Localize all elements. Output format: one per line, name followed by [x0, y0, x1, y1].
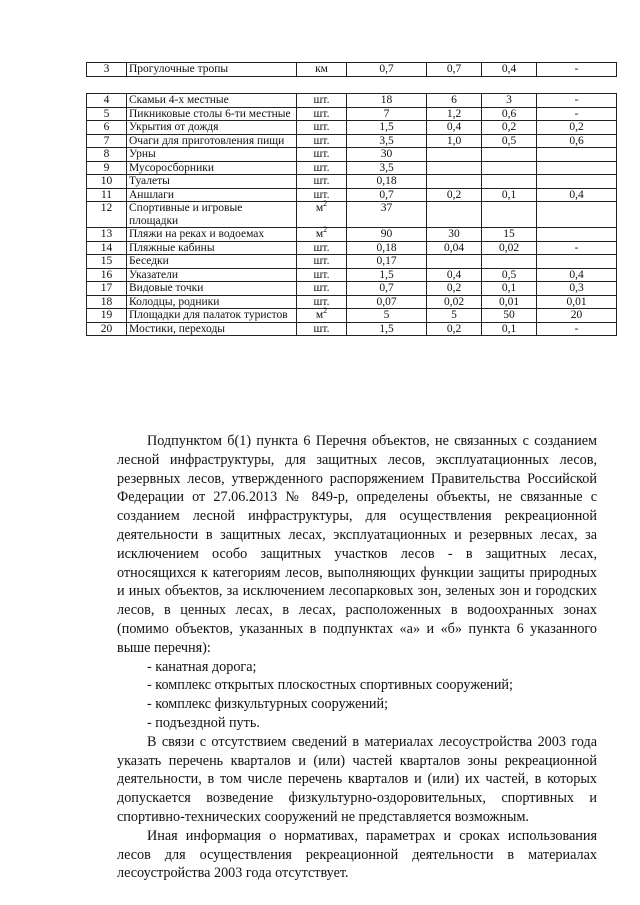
row-name: Пикниковые столы 6-ти местные: [127, 107, 297, 121]
body-text: [117, 432, 597, 883]
table-continuation-top: [86, 62, 617, 77]
table-row: [87, 268, 617, 282]
table-row: [87, 63, 617, 77]
row-number: 13: [87, 228, 127, 242]
row-value-2: [427, 148, 482, 162]
row-value-3: 3: [482, 94, 537, 108]
row-number: 8: [87, 148, 127, 162]
row-value-1: 0,18: [347, 241, 427, 255]
row-number: 4: [87, 94, 127, 108]
row-number: 19: [87, 309, 127, 323]
row-value-3: 0,5: [482, 268, 537, 282]
row-name: Пляжи на реках и водоемах: [127, 228, 297, 242]
row-value-2: 0,02: [427, 295, 482, 309]
row-unit: шт.: [297, 268, 347, 282]
row-name: Колодцы, родники: [127, 295, 297, 309]
row-value-3: 15: [482, 228, 537, 242]
row-number: 9: [87, 161, 127, 175]
list-item: - канатная дорога;: [147, 658, 257, 675]
table-row: [87, 228, 617, 242]
table-row: [87, 134, 617, 148]
row-unit: шт.: [297, 188, 347, 202]
row-value-2: 0,2: [427, 322, 482, 336]
row-value-4: -: [537, 241, 617, 255]
row-unit: шт.: [297, 161, 347, 175]
row-unit: шт.: [297, 295, 347, 309]
row-name: Видовые точки: [127, 282, 297, 296]
row-name: Урны: [127, 148, 297, 162]
row-unit: шт.: [297, 107, 347, 121]
row-number: 3: [87, 63, 127, 77]
row-value-4: -: [537, 63, 617, 77]
table-row: [87, 94, 617, 108]
row-number: 14: [87, 241, 127, 255]
row-value-2: 0,7: [427, 63, 482, 77]
row-value-3: 0,4: [482, 63, 537, 77]
row-number: 10: [87, 175, 127, 189]
row-value-1: 0,7: [347, 282, 427, 296]
table-recreation-objects: [86, 93, 617, 336]
row-value-4: 20: [537, 309, 617, 323]
row-number: 20: [87, 322, 127, 336]
row-unit: $м^2$: [297, 309, 347, 323]
row-value-2: 0,4: [427, 121, 482, 135]
table-row: [87, 241, 617, 255]
row-value-4: 0,4: [537, 268, 617, 282]
row-name: Укрытия от дождя: [127, 121, 297, 135]
row-unit: шт.: [297, 241, 347, 255]
row-name: Мостики, переходы: [127, 322, 297, 336]
paragraph-subclause: Подпунктом б(1) пункта 6 Перечня объектов, не связанных с созданием лесной инфраструктуры, для защитных лесов, эксплуатационных лесов, резервных лесов, утвержденного распоряжением Правительства Российской Федерации от 27.06.2013 № 849-р, определены объекты, не связанные с созданием лесной инфраструктуры, для осуществления рекреационной деятельности в защитных лесах, эксплуатационных и резервных лесах, за исключением особо защитных участков лесов - в защитных лесах, относящихся к категориям лесов, выполняющих функции защиты природных и иных объектов, за исключением лесопарковых зон, зеленых зон и городских лесов, в ценных лесах, в лесах, расположенных в водоохранных зонах (помимо объектов, указанных в подпунктах «а» и «б» пункта 6 указанного выше перечня):: [117, 433, 597, 656]
row-value-1: 90: [347, 228, 427, 242]
row-number: 5: [87, 107, 127, 121]
row-value-2: 0,2: [427, 282, 482, 296]
table-row: [87, 148, 617, 162]
row-value-1: 30: [347, 148, 427, 162]
row-number: 11: [87, 188, 127, 202]
row-unit: шт.: [297, 94, 347, 108]
row-value-1: 0,17: [347, 255, 427, 269]
row-name: Мусоросборники: [127, 161, 297, 175]
row-value-1: 1,5: [347, 322, 427, 336]
row-value-4: 0,6: [537, 134, 617, 148]
row-name: Туалеты: [127, 175, 297, 189]
row-unit: шт.: [297, 322, 347, 336]
row-value-3: [482, 255, 537, 269]
row-value-1: 5: [347, 309, 427, 323]
row-value-3: 0,01: [482, 295, 537, 309]
row-value-2: [427, 255, 482, 269]
row-value-2: [427, 175, 482, 189]
row-value-1: 7: [347, 107, 427, 121]
row-value-4: -: [537, 107, 617, 121]
row-value-4: 0,2: [537, 121, 617, 135]
row-unit: $м^2$: [297, 202, 347, 228]
row-value-2: 0,4: [427, 268, 482, 282]
list-item: - подъездной путь.: [147, 714, 260, 731]
row-value-2: [427, 202, 482, 228]
row-value-4: [537, 148, 617, 162]
row-value-3: 50: [482, 309, 537, 323]
row-name: Площадки для палаток туристов: [127, 309, 297, 323]
row-number: 18: [87, 295, 127, 309]
objects-list: [117, 658, 597, 733]
row-value-1: 1,5: [347, 121, 427, 135]
row-name: Беседки: [127, 255, 297, 269]
row-number: 6: [87, 121, 127, 135]
row-value-2: 0,04: [427, 241, 482, 255]
row-unit: $м^2$: [297, 228, 347, 242]
row-value-1: 3,5: [347, 161, 427, 175]
row-value-3: 0,02: [482, 241, 537, 255]
row-value-2: [427, 161, 482, 175]
row-value-1: 0,07: [347, 295, 427, 309]
row-value-3: 0,2: [482, 121, 537, 135]
row-unit: шт.: [297, 134, 347, 148]
row-value-4: [537, 202, 617, 228]
row-value-4: 0,4: [537, 188, 617, 202]
row-unit: шт.: [297, 148, 347, 162]
row-value-3: 0,1: [482, 282, 537, 296]
row-value-3: [482, 148, 537, 162]
table-row: [87, 322, 617, 336]
row-name: Аншлаги: [127, 188, 297, 202]
row-value-4: -: [537, 94, 617, 108]
row-value-4: -: [537, 322, 617, 336]
row-value-2: 1,2: [427, 107, 482, 121]
row-value-1: 1,5: [347, 268, 427, 282]
list-item: - комплекс физкультурных сооружений;: [147, 696, 389, 713]
list-item: - комплекс открытых плоскостных спортивных сооружений;: [147, 677, 513, 694]
row-value-1: 0,18: [347, 175, 427, 189]
table-row: [87, 175, 617, 189]
row-unit: шт.: [297, 121, 347, 135]
row-value-2: 0,2: [427, 188, 482, 202]
row-value-3: [482, 202, 537, 228]
table-row: [87, 309, 617, 323]
table-row: [87, 202, 617, 228]
row-value-4: [537, 161, 617, 175]
row-value-2: 6: [427, 94, 482, 108]
row-value-4: 0,01: [537, 295, 617, 309]
row-value-4: [537, 255, 617, 269]
row-value-3: [482, 175, 537, 189]
paragraph-other-info: Иная информация о нормативах, параметрах и сроках использования лесов для осуществления рекреационной деятельности в материалах лесоустройства 2003 года отсутствует.: [117, 827, 597, 882]
row-value-4: [537, 175, 617, 189]
row-name: Очаги для приготовления пищи: [127, 134, 297, 148]
row-value-2: 30: [427, 228, 482, 242]
row-name: Указатели: [127, 268, 297, 282]
row-value-3: 0,6: [482, 107, 537, 121]
table-row: [87, 107, 617, 121]
row-name: Прогулочные тропы: [127, 63, 297, 77]
paragraph-no-data: В связи с отсутствием сведений в материалах лесоустройства 2003 года указать перечень кварталов и (или) частей кварталов зоны рекреационной деятельности, в том числе перечень кварталов и (или) их частей, в которых допускается возведение физкультурно-оздоровительных, спортивных и спортивно-технических сооружений не представляется возможным.: [117, 733, 597, 825]
row-unit: шт.: [297, 175, 347, 189]
row-value-2: 1,0: [427, 134, 482, 148]
row-value-2: 5: [427, 309, 482, 323]
row-number: 15: [87, 255, 127, 269]
row-value-1: 18: [347, 94, 427, 108]
row-value-1: 37: [347, 202, 427, 228]
table-row: [87, 161, 617, 175]
row-unit: км: [297, 63, 347, 77]
table-row: [87, 282, 617, 296]
row-number: 17: [87, 282, 127, 296]
row-unit: шт.: [297, 282, 347, 296]
row-value-1: 0,7: [347, 188, 427, 202]
table-row: [87, 255, 617, 269]
table-row: [87, 295, 617, 309]
row-number: 16: [87, 268, 127, 282]
row-name: Скамьи 4-х местные: [127, 94, 297, 108]
table-row: [87, 121, 617, 135]
row-value-3: 0,1: [482, 188, 537, 202]
row-name: Спортивные и игровые площадки: [127, 202, 297, 228]
row-value-4: [537, 228, 617, 242]
row-value-3: 0,1: [482, 322, 537, 336]
row-value-1: 0,7: [347, 63, 427, 77]
row-value-3: 0,5: [482, 134, 537, 148]
row-value-3: [482, 161, 537, 175]
table-row: [87, 188, 617, 202]
row-number: 12: [87, 202, 127, 228]
row-value-4: 0,3: [537, 282, 617, 296]
row-value-1: 3,5: [347, 134, 427, 148]
row-name: Пляжные кабины: [127, 241, 297, 255]
row-number: 7: [87, 134, 127, 148]
row-unit: шт.: [297, 255, 347, 269]
